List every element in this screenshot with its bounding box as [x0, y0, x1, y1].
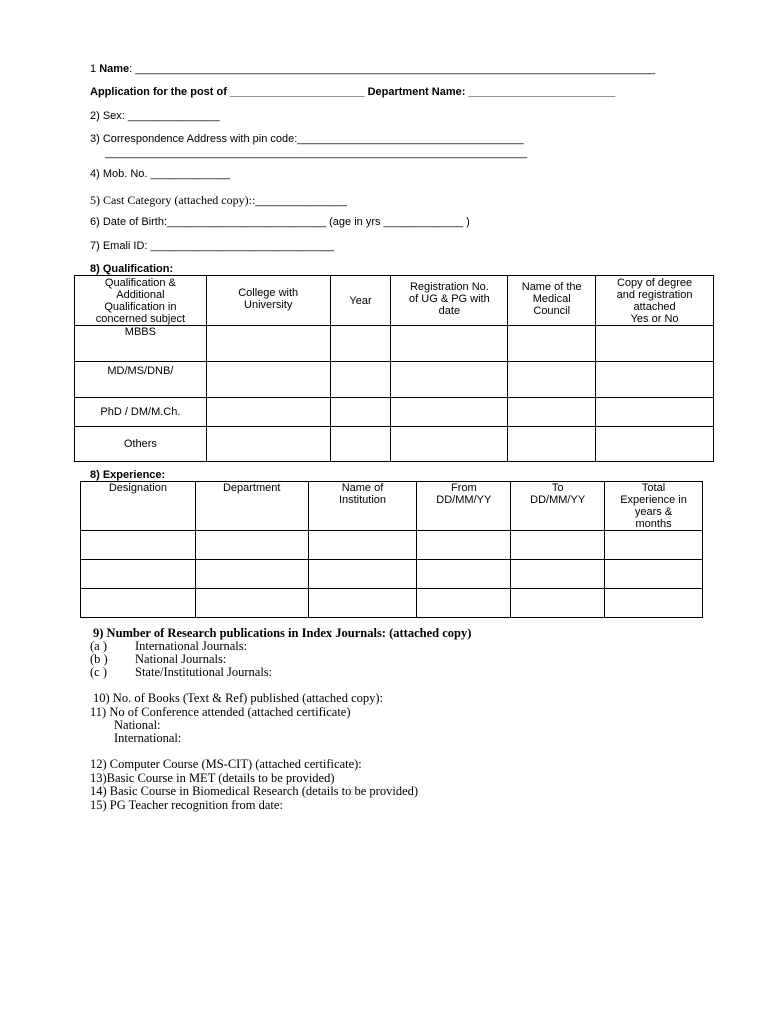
table-cell[interactable] — [81, 589, 196, 618]
table-cell[interactable] — [596, 326, 714, 362]
table-cell[interactable] — [511, 531, 605, 560]
application-post-field[interactable]: Application for the post of ______________________ Department Name: ________________________ — [90, 86, 616, 98]
dob-field[interactable]: 6) Date of Birth:__________________________ (age in yrs _____________ ) — [90, 216, 470, 228]
publications-heading: 9) Number of Research publications in Index Journals: (attached copy) — [93, 626, 472, 640]
experience-heading: 8) Experience: — [90, 469, 166, 481]
publication-item-label: National Journals: — [135, 652, 227, 666]
table-cell[interactable] — [391, 362, 508, 398]
caste-category-label: 5) Cast Category (attached copy):: — [90, 193, 256, 207]
conference-national-field: National: — [114, 718, 161, 732]
qualification-header-cell: Qualification & Additional Qualification in concerned subject — [75, 276, 207, 326]
books-field: 10) No. of Books (Text & Ref) published (attached copy): — [93, 691, 384, 705]
table-cell[interactable] — [330, 362, 391, 398]
qualification-heading: 8) Qualification: — [90, 263, 174, 275]
registration-header-cell: Registration No. of UG & PG with date — [391, 276, 508, 326]
publication-item-label: State/Institutional Journals: — [135, 665, 273, 679]
pg-teacher-field: 15) PG Teacher recognition from date: — [90, 798, 283, 812]
biomedical-course-field: 14) Basic Course in Biomedical Research (details to be provided) — [90, 784, 419, 798]
publication-item-marker: (a ) — [90, 639, 107, 653]
table-cell[interactable] — [596, 362, 714, 398]
table-cell[interactable] — [596, 427, 714, 462]
table-cell[interactable] — [508, 398, 596, 427]
mobile-field[interactable]: 4) Mob. No. _____________ — [90, 168, 231, 180]
council-header-cell: Name of the Medical Council — [508, 276, 596, 326]
table-cell[interactable] — [330, 427, 391, 462]
qualification-row-phd — [75, 398, 714, 427]
publication-item-marker: (c ) — [90, 665, 107, 679]
table-cell[interactable] — [391, 326, 508, 362]
sex-field[interactable]: 2) Sex: _______________ — [90, 110, 220, 122]
table-cell[interactable] — [330, 398, 391, 427]
computer-course-field: 12) Computer Course (MS-CIT) (attached certificate): — [90, 757, 362, 771]
qualification-row-label: Others — [75, 427, 207, 462]
conference-international-field: International: — [114, 731, 182, 745]
table-cell[interactable] — [511, 560, 605, 589]
qualification-row-label: MBBS — [75, 326, 207, 362]
from-date-header-cell: From DD/MM/YY — [417, 482, 511, 531]
table-cell[interactable] — [206, 398, 330, 427]
table-cell[interactable] — [206, 362, 330, 398]
table-cell[interactable] — [330, 326, 391, 362]
experience-table — [80, 481, 703, 618]
address-field-line1[interactable]: 3) Correspondence Address with pin code:_____________________________________ — [90, 133, 524, 145]
table-cell[interactable] — [195, 589, 308, 618]
table-cell[interactable] — [206, 326, 330, 362]
table-cell[interactable] — [417, 589, 511, 618]
name-line[interactable]: : _____________________________________________________________________________________ — [129, 63, 656, 75]
table-cell[interactable] — [605, 531, 703, 560]
table-cell[interactable] — [596, 398, 714, 427]
qualification-row-mbbs — [75, 326, 714, 362]
qualification-table — [74, 275, 714, 462]
table-cell[interactable] — [508, 427, 596, 462]
name-field — [90, 63, 655, 75]
met-course-field: 13)Basic Course in MET (details to be provided) — [90, 771, 335, 785]
caste-category-line[interactable]: _______________ — [255, 195, 348, 207]
table-cell[interactable] — [206, 427, 330, 462]
table-cell[interactable] — [605, 560, 703, 589]
college-header-cell: College with University — [206, 276, 330, 326]
email-field[interactable]: 7) Emali ID: ______________________________ — [90, 240, 335, 252]
copy-attached-header-cell: Copy of degree and registration attached Yes or No — [596, 276, 714, 326]
institution-header-cell: Name of Institution — [308, 482, 417, 531]
table-cell[interactable] — [508, 326, 596, 362]
address-field-line2[interactable]: _____________________________________________________________________ — [105, 147, 528, 159]
table-cell[interactable] — [417, 531, 511, 560]
table-cell[interactable] — [308, 531, 417, 560]
table-cell[interactable] — [308, 560, 417, 589]
year-header-cell: Year — [330, 276, 391, 326]
table-cell[interactable] — [508, 362, 596, 398]
to-date-header-cell: To DD/MM/YY — [511, 482, 605, 531]
name-label: Name — [99, 63, 130, 75]
qualification-row-label: PhD / DM/M.Ch. — [75, 398, 207, 427]
experience-header-row — [81, 482, 703, 531]
table-cell[interactable] — [195, 560, 308, 589]
qualification-row-label: MD/MS/DNB/ — [75, 362, 207, 398]
table-cell[interactable] — [605, 589, 703, 618]
qualification-row-md — [75, 362, 714, 398]
table-row — [81, 589, 703, 618]
table-cell[interactable] — [391, 398, 508, 427]
conference-field: 11) No of Conference attended (attached certificate) — [90, 705, 351, 719]
table-row — [81, 531, 703, 560]
table-cell[interactable] — [511, 589, 605, 618]
table-cell[interactable] — [81, 531, 196, 560]
table-cell[interactable] — [417, 560, 511, 589]
department-header-cell: Department — [195, 482, 308, 531]
caste-category-field[interactable] — [90, 191, 347, 209]
name-number: 1 — [90, 63, 100, 75]
publication-item-marker: (b ) — [90, 652, 108, 666]
total-experience-header-cell: Total Experience in years & months — [605, 482, 703, 531]
table-cell[interactable] — [391, 427, 508, 462]
qualification-row-others — [75, 427, 714, 462]
table-row — [81, 560, 703, 589]
designation-header-cell: Designation — [81, 482, 196, 531]
table-cell[interactable] — [308, 589, 417, 618]
publication-item-label: International Journals: — [135, 639, 248, 653]
table-cell[interactable] — [195, 531, 308, 560]
qualification-header-row — [75, 276, 714, 326]
table-cell[interactable] — [81, 560, 196, 589]
